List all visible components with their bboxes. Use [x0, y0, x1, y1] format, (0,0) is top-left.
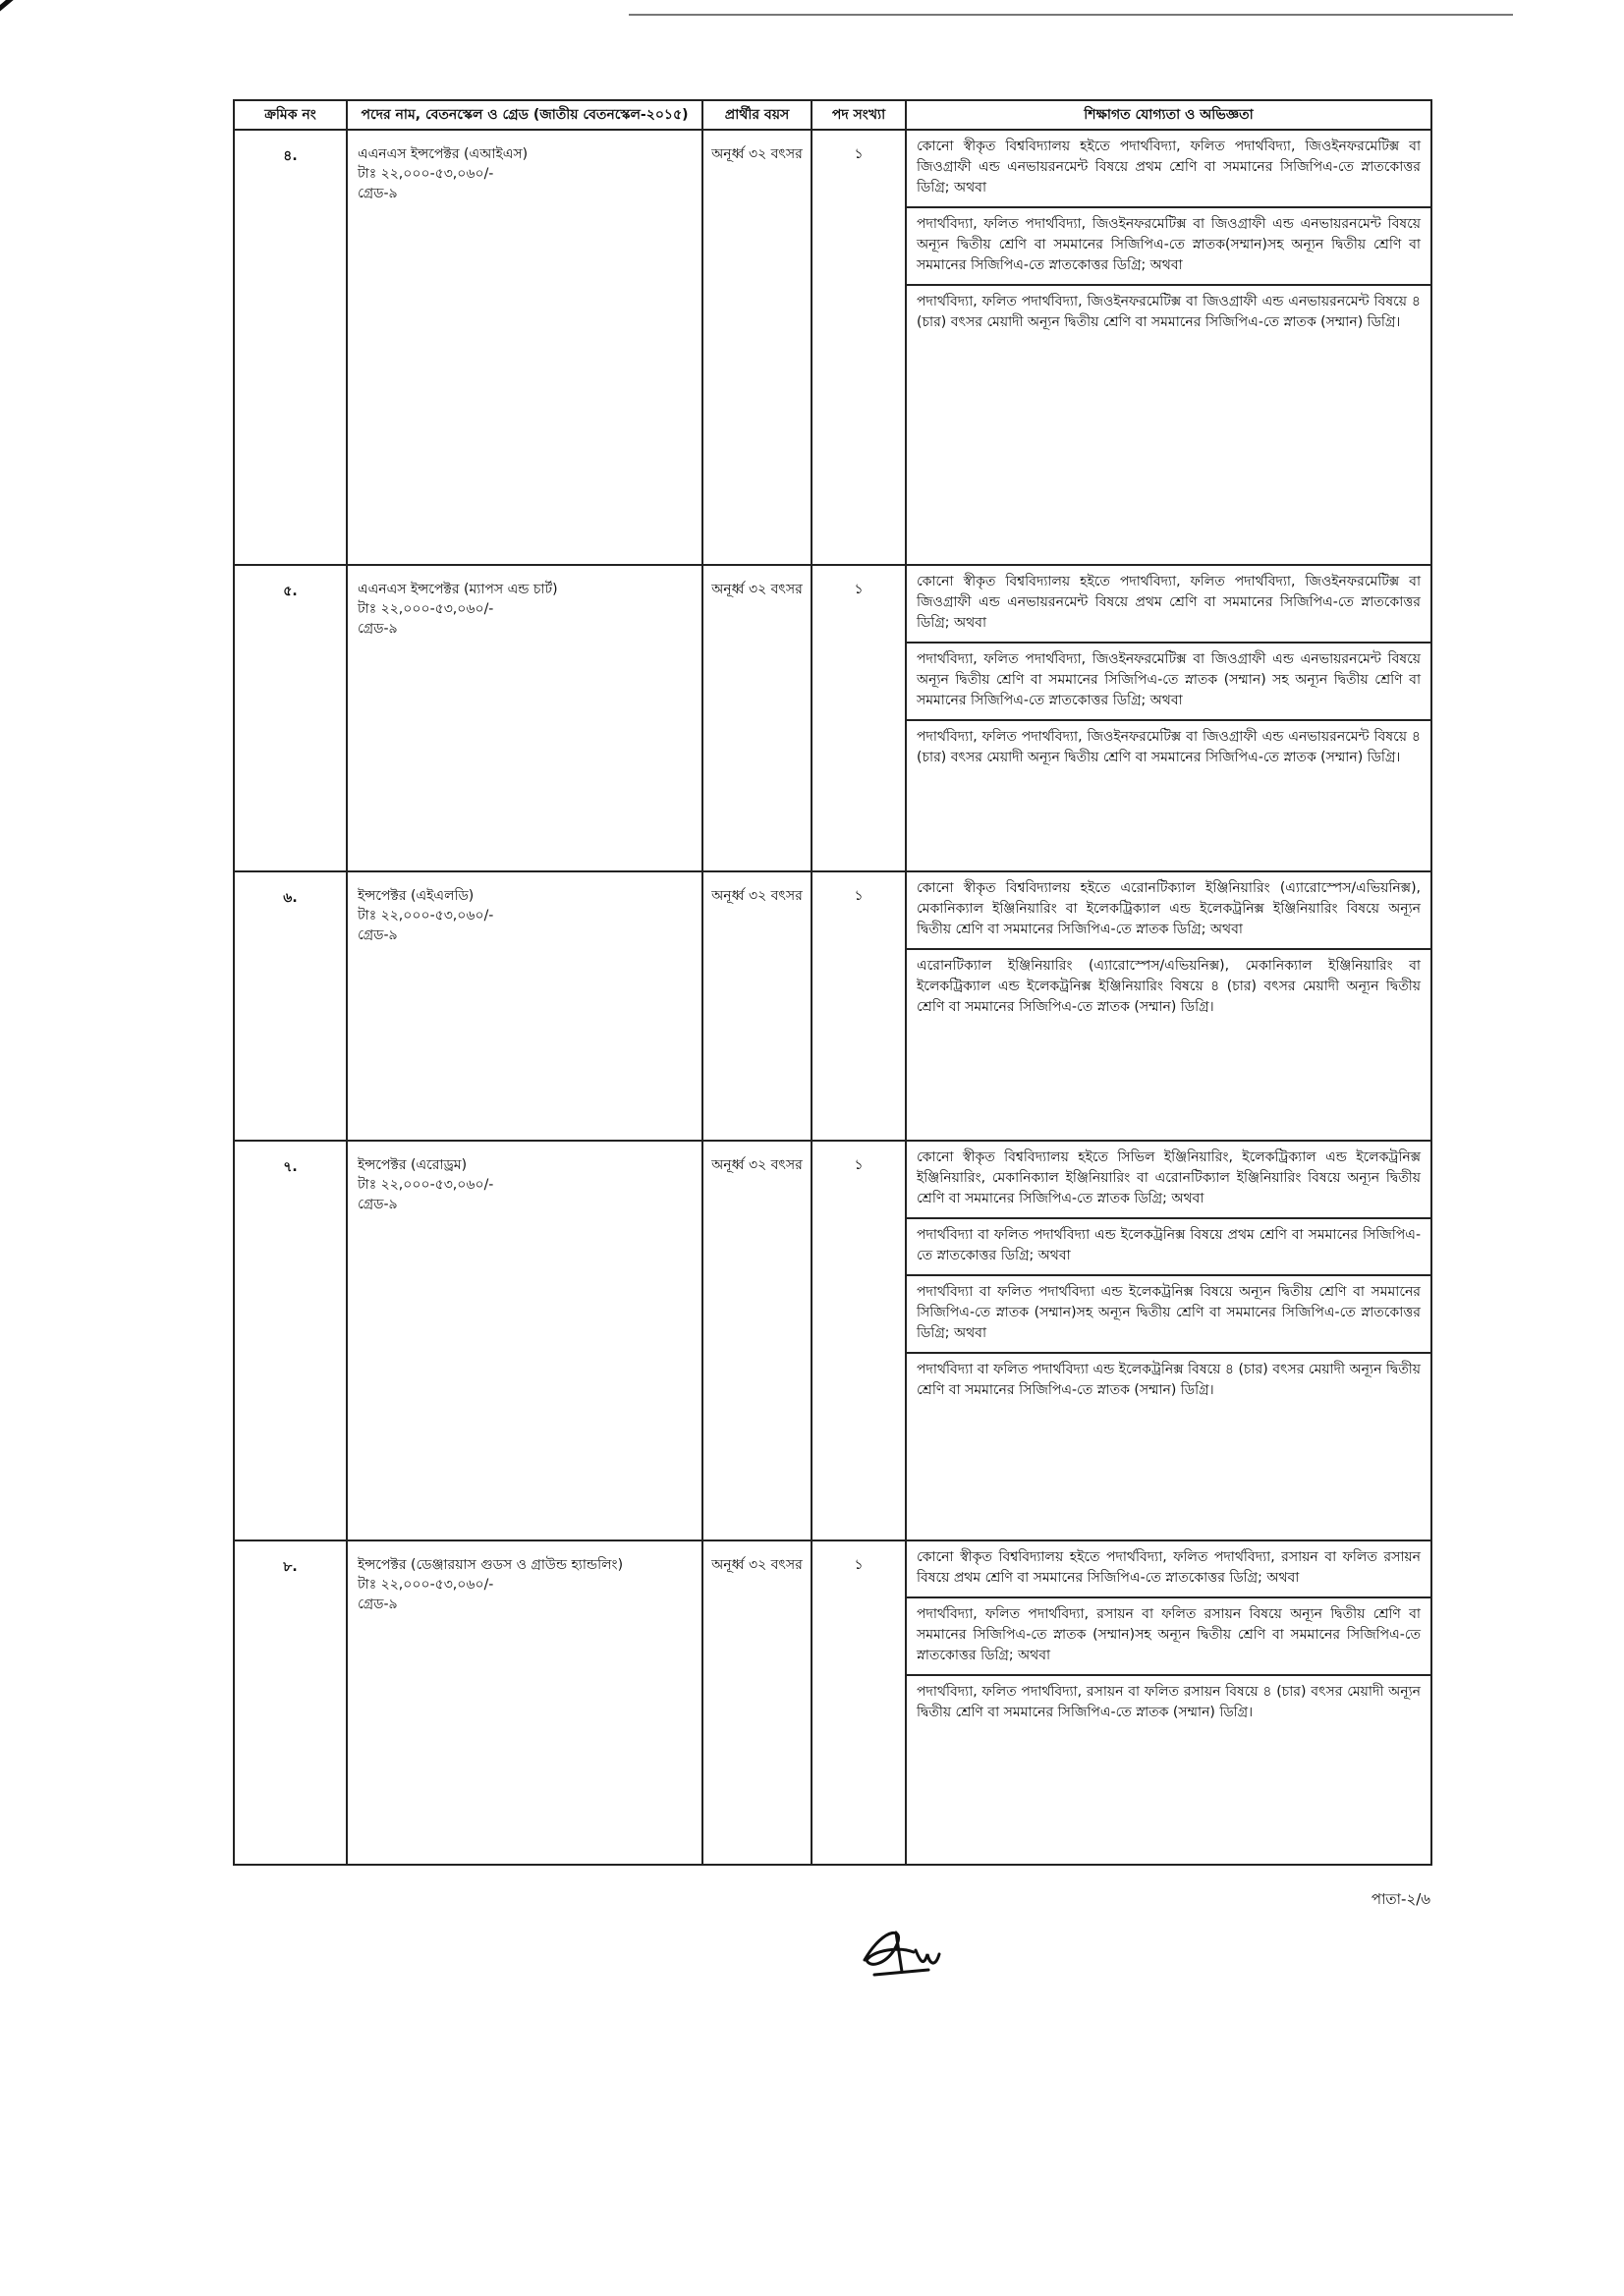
- row-post-cell: [347, 130, 702, 565]
- scan-edge-mark: [0, 0, 140, 14]
- pay-scale: টাঃ ২২,০০০-৫৩,০৬০/-: [358, 1577, 494, 1593]
- post-count: ১: [812, 565, 906, 871]
- post-count: ১: [812, 1540, 906, 1865]
- qualification-paragraph: এরোনটিক্যাল ইঞ্জিনিয়ারিং (এ্যারোস্পেস/এভিয়নিক্স), মেকানিক্যাল ইঞ্জিনিয়ারিং বা ইলেকট্রিক্যাল এন্ড ইলেকট্রনিক্স ইঞ্জিনিয়ারিং বিষয়ে ৪ (চার) বৎসর মেয়াদী অন্যূন দ্বিতীয় শ্রেণি বা সমমানের সিজিপিএ-তে স্নাতক (সম্মান) ডিগ্রি।: [907, 948, 1430, 1026]
- qualification-cell: [906, 1540, 1431, 1865]
- header-serial: ক্রমিক নং: [234, 100, 347, 130]
- header-count: পদ সংখ্যা: [812, 100, 906, 130]
- qualification-cell: [906, 871, 1431, 1141]
- qualification-paragraph: পদার্থবিদ্যা, ফলিত পদার্থবিদ্যা, জিওইনফরমেটিক্স বা জিওগ্রাফী এন্ড এনভায়রনমেন্ট বিষয়ে অন্যূন দ্বিতীয় শ্রেণি বা সমমানের সিজিপিএ-তে স্নাতক(সম্মান)সহ অন্যূন দ্বিতীয় শ্রেণি বা সমমানের সিজিপিএ-তে স্নাতকোত্তর ডিগ্রি; অথবা: [907, 206, 1430, 284]
- qualification-paragraph: কোনো স্বীকৃত বিশ্ববিদ্যালয় হইতে পদার্থবিদ্যা, ফলিত পদার্থবিদ্যা, রসায়ন বা ফলিত রসায়ন বিষয়ে প্রথম শ্রেণি বা সমমানের সিজিপিএ-তে স্নাতকোত্তর ডিগ্রি; অথবা: [917, 1549, 1421, 1586]
- row-serial: ৭.: [234, 1141, 347, 1540]
- qualification-paragraph: পদার্থবিদ্যা, ফলিত পদার্থবিদ্যা, জিওইনফরমেটিক্স বা জিওগ্রাফী এন্ড এনভায়রনমেন্ট বিষয়ে ৪ (চার) বৎসর মেয়াদী অন্যূন দ্বিতীয় শ্রেণি বা সমমানের সিজিপিএ-তে স্নাতক (সম্মান) ডিগ্রি।: [907, 284, 1430, 341]
- qualification-paragraph: কোনো স্বীকৃত বিশ্ববিদ্যালয় হইতে সিভিল ইঞ্জিনিয়ারিং, ইলেকট্রিক্যাল এন্ড ইলেকট্রনিক্স ইঞ্জিনিয়ারিং, মেকানিক্যাল ইঞ্জিনিয়ারিং বা এরোনটিক্যাল ইঞ্জিনিয়ারিং বিষয়ে অন্যূন দ্বিতীয় শ্রেণি বা সমমানের সিজিপিএ-তে স্নাতক ডিগ্রি; অথবা: [917, 1149, 1421, 1206]
- row-serial: ৬.: [234, 871, 347, 1141]
- table-row: [234, 130, 1431, 565]
- table-header-row: [234, 100, 1431, 130]
- pay-scale: টাঃ ২২,০০০-৫৩,০৬০/-: [358, 166, 494, 182]
- qualification-paragraph: পদার্থবিদ্যা, ফলিত পদার্থবিদ্যা, রসায়ন বা ফলিত রসায়ন বিষয়ে ৪ (চার) বৎসর মেয়াদী অন্যূন দ্বিতীয় শ্রেণি বা সমমানের সিজিপিএ-তে স্নাতক (সম্মান) ডিগ্রি।: [907, 1674, 1430, 1731]
- post-name: এএনএস ইন্সপেক্টর (এআইএস): [358, 146, 529, 162]
- top-rule: [629, 14, 1513, 16]
- page-number: পাতা-২/৬: [1371, 1890, 1430, 1908]
- pay-scale: টাঃ ২২,০০০-৫৩,০৬০/-: [358, 1177, 494, 1193]
- table-row: [234, 871, 1431, 1141]
- qualification-paragraph: কোনো স্বীকৃত বিশ্ববিদ্যালয় হইতে এরোনটিক্যাল ইঞ্জিনিয়ারিং (এ্যারোস্পেস/এভিয়নিক্স), মেকানিক্যাল ইঞ্জিনিয়ারিং বা ইলেকট্রিক্যাল এন্ড ইলেকট্রনিক্স ইঞ্জিনিয়ারিং বিষয়ে অন্যূন দ্বিতীয় শ্রেণি বা সমমানের সিজিপিএ-তে স্নাতক ডিগ্রি; অথবা: [917, 880, 1421, 937]
- age-limit: অনূর্ধ্ব ৩২ বৎসর: [702, 1141, 812, 1540]
- age-limit: অনূর্ধ্ব ৩২ বৎসর: [702, 565, 812, 871]
- age-limit: অনূর্ধ্ব ৩২ বৎসর: [702, 871, 812, 1141]
- header-post: পদের নাম, বেতনস্কেল ও গ্রেড (জাতীয় বেতনস্কেল-২০১৫): [347, 100, 702, 130]
- age-limit: অনূর্ধ্ব ৩২ বৎসর: [702, 130, 812, 565]
- table-body: [234, 130, 1431, 1865]
- header-qualification: শিক্ষাগত যোগ্যতা ও অভিজ্ঞতা: [906, 100, 1431, 130]
- table-row: [234, 1141, 1431, 1540]
- grade: গ্রেড-৯: [358, 621, 398, 637]
- qualification-paragraph: পদার্থবিদ্যা বা ফলিত পদার্থবিদ্যা এন্ড ইলেকট্রনিক্স বিষয়ে ৪ (চার) বৎসর মেয়াদী অন্যূন দ্বিতীয় শ্রেণি বা সমমানের সিজিপিএ-তে স্নাতক (সম্মান) ডিগ্রি।: [907, 1352, 1430, 1409]
- row-post-cell: [347, 565, 702, 871]
- age-limit: অনূর্ধ্ব ৩২ বৎসর: [702, 1540, 812, 1865]
- post-name: ইন্সপেক্টর (এইএলডি): [358, 888, 475, 904]
- table-row: [234, 1540, 1431, 1865]
- post-count: ১: [812, 871, 906, 1141]
- qualification-paragraph: পদার্থবিদ্যা, ফলিত পদার্থবিদ্যা, রসায়ন বা ফলিত রসায়ন বিষয়ে অন্যূন দ্বিতীয় শ্রেণি বা সমমানের সিজিপিএ-তে স্নাতক (সম্মান)সহ অন্যূন দ্বিতীয় শ্রেণি বা সমমানের সিজিপিএ-তে স্নাতকোত্তর ডিগ্রি; অথবা: [907, 1596, 1430, 1674]
- grade: গ্রেড-৯: [358, 927, 398, 943]
- grade: গ্রেড-৯: [358, 186, 398, 201]
- post-name: ইন্সপেক্টর (এরোড্রম): [358, 1157, 468, 1173]
- pay-scale: টাঃ ২২,০০০-৫৩,০৬০/-: [358, 908, 494, 924]
- qualification-cell: [906, 1141, 1431, 1540]
- pay-scale: টাঃ ২২,০০০-৫৩,০৬০/-: [358, 601, 494, 617]
- table-row: [234, 565, 1431, 871]
- grade: গ্রেড-৯: [358, 1596, 398, 1612]
- qualification-paragraph: কোনো স্বীকৃত বিশ্ববিদ্যালয় হইতে পদার্থবিদ্যা, ফলিত পদার্থবিদ্যা, জিওইনফরমেটিক্স বা জিওগ্রাফী এন্ড এনভায়রনমেন্ট বিষয়ে প্রথম শ্রেণি বা সমমানের সিজিপিএ-তে স্নাতকোত্তর ডিগ্রি; অথবা: [917, 139, 1421, 196]
- post-name: এএনএস ইন্সপেক্টর (ম্যাপস এন্ড চার্ট): [358, 582, 558, 597]
- row-serial: ৪.: [234, 130, 347, 565]
- qualification-paragraph: পদার্থবিদ্যা বা ফলিত পদার্থবিদ্যা এন্ড ইলেকট্রনিক্স বিষয়ে প্রথম শ্রেণি বা সমমানের সিজিপিএ-তে স্নাতকোত্তর ডিগ্রি; অথবা: [907, 1217, 1430, 1274]
- row-serial: ৫.: [234, 565, 347, 871]
- row-post-cell: [347, 871, 702, 1141]
- grade: গ্রেড-৯: [358, 1197, 398, 1212]
- job-table: [233, 99, 1432, 1866]
- signature-icon: [855, 1921, 1002, 1980]
- qualification-paragraph: পদার্থবিদ্যা বা ফলিত পদার্থবিদ্যা এন্ড ইলেকট্রনিক্স বিষয়ে অন্যূন দ্বিতীয় শ্রেণি বা সমমানের সিজিপিএ-তে স্নাতক (সম্মান)সহ অন্যূন দ্বিতীয় শ্রেণি বা সমমানের সিজিপিএ-তে স্নাতকোত্তর ডিগ্রি; অথবা: [907, 1274, 1430, 1352]
- header-age: প্রার্থীর বয়স: [702, 100, 812, 130]
- post-name: ইন্সপেক্টর (ডেঞ্জারয়াস গুডস ও গ্রাউন্ড হ্যান্ডলিং): [358, 1557, 624, 1573]
- qualification-paragraph: পদার্থবিদ্যা, ফলিত পদার্থবিদ্যা, জিওইনফরমেটিক্স বা জিওগ্রাফী এন্ড এনভায়রনমেন্ট বিষয়ে ৪ (চার) বৎসর মেয়াদী অন্যূন দ্বিতীয় শ্রেণি বা সমমানের সিজিপিএ-তে স্নাতক (সম্মান) ডিগ্রি।: [907, 719, 1430, 776]
- post-count: ১: [812, 130, 906, 565]
- row-post-cell: [347, 1141, 702, 1540]
- row-serial: ৮.: [234, 1540, 347, 1865]
- qualification-paragraph: কোনো স্বীকৃত বিশ্ববিদ্যালয় হইতে পদার্থবিদ্যা, ফলিত পদার্থবিদ্যা, জিওইনফরমেটিক্স বা জিওগ্রাফী এন্ড এনভায়রনমেন্ট বিষয়ে প্রথম শ্রেণি বা সমমানের সিজিপিএ-তে স্নাতকোত্তর ডিগ্রি; অথবা: [917, 574, 1421, 631]
- row-post-cell: [347, 1540, 702, 1865]
- qualification-cell: [906, 130, 1431, 565]
- qualification-paragraph: পদার্থবিদ্যা, ফলিত পদার্থবিদ্যা, জিওইনফরমেটিক্স বা জিওগ্রাফী এন্ড এনভায়রনমেন্ট বিষয়ে অন্যূন দ্বিতীয় শ্রেণি বা সমমানের সিজিপিএ-তে স্নাতক (সম্মান) সহ অন্যূন দ্বিতীয় শ্রেণি বা সমমানের সিজিপিএ-তে স্নাতকোত্তর ডিগ্রি; অথবা: [907, 642, 1430, 719]
- post-count: ১: [812, 1141, 906, 1540]
- qualification-cell: [906, 565, 1431, 871]
